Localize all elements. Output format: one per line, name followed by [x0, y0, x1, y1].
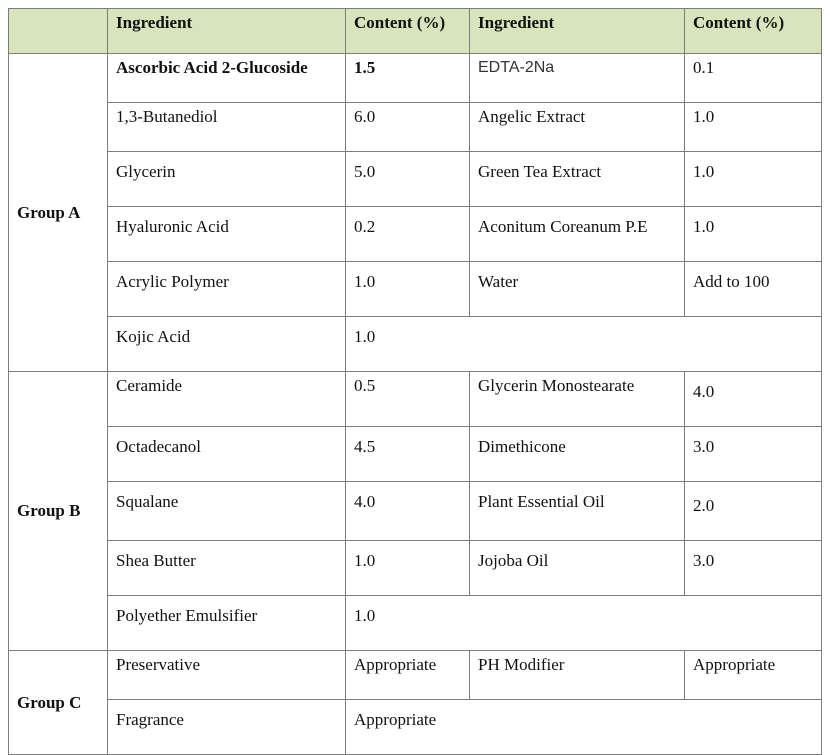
ingredient-cell: Acrylic Polymer [108, 262, 346, 317]
header-content-2: Content (%) [685, 9, 822, 54]
ingredient-cell: Jojoba Oil [470, 541, 685, 596]
ingredient-cell: Polyether Emulsifier [108, 596, 346, 651]
content-cell: 1.0 [346, 541, 470, 596]
ingredient-cell: Angelic Extract [470, 103, 685, 152]
content-cell: Appropriate [685, 651, 822, 700]
ingredient-cell: Dimethicone [470, 427, 685, 482]
ingredient-cell: Water [470, 262, 685, 317]
content-cell: 1.0 [685, 207, 822, 262]
table-row [9, 152, 822, 207]
ingredient-cell: Plant Essential Oil [470, 482, 685, 541]
table-row [9, 262, 822, 317]
table-row [9, 103, 822, 152]
ingredient-cell: PH Modifier [470, 651, 685, 700]
content-cell: 3.0 [685, 427, 822, 482]
table-row [9, 700, 822, 755]
table-row [9, 54, 822, 103]
formulation-table [8, 8, 822, 755]
content-cell: 3.0 [685, 541, 822, 596]
content-cell: Add to 100 [685, 262, 822, 317]
header-row [9, 9, 822, 54]
ingredient-cell: Green Tea Extract [470, 152, 685, 207]
table-row [9, 482, 822, 541]
ingredient-cell: Shea Butter [108, 541, 346, 596]
content-cell: 0.2 [346, 207, 470, 262]
content-cell: Appropriate [346, 700, 822, 755]
content-cell: 4.5 [346, 427, 470, 482]
ingredient-cell: Ascorbic Acid 2-Glucoside [108, 54, 346, 103]
content-cell: 1.0 [346, 317, 822, 372]
table-row [9, 372, 822, 427]
content-cell: 0.1 [685, 54, 822, 103]
content-cell: 5.0 [346, 152, 470, 207]
content-cell: 2.0 [685, 482, 822, 541]
table-row [9, 651, 822, 700]
ingredient-cell: Octadecanol [108, 427, 346, 482]
content-cell: 1.0 [346, 596, 822, 651]
content-cell: 1.0 [346, 262, 470, 317]
ingredient-cell: Preservative [108, 651, 346, 700]
content-cell: 4.0 [346, 482, 470, 541]
ingredient-cell: Kojic Acid [108, 317, 346, 372]
ingredient-cell: Glycerin [108, 152, 346, 207]
table-row [9, 427, 822, 482]
header-content-1: Content (%) [346, 9, 470, 54]
header-ingredient-1: Ingredient [108, 9, 346, 54]
content-cell: 1.0 [685, 103, 822, 152]
ingredient-cell: Ceramide [108, 372, 346, 427]
ingredient-cell: 1,3-Butanediol [108, 103, 346, 152]
content-cell: 0.5 [346, 372, 470, 427]
table-row [9, 207, 822, 262]
content-cell: Appropriate [346, 651, 470, 700]
ingredient-cell: Aconitum Coreanum P.E [470, 207, 685, 262]
group-label: Group C [9, 651, 108, 755]
table-row [9, 317, 822, 372]
group-label: Group B [9, 372, 108, 651]
group-label: Group A [9, 54, 108, 372]
ingredient-cell: EDTA-2Na [470, 54, 685, 103]
content-cell: 4.0 [685, 372, 822, 427]
ingredient-cell: Squalane [108, 482, 346, 541]
content-cell: 6.0 [346, 103, 470, 152]
ingredient-cell: Glycerin Monostearate [470, 372, 685, 427]
header-ingredient-2: Ingredient [470, 9, 685, 54]
table-row [9, 596, 822, 651]
header-blank [9, 9, 108, 54]
table-row [9, 541, 822, 596]
ingredient-cell: Hyaluronic Acid [108, 207, 346, 262]
ingredient-cell: Fragrance [108, 700, 346, 755]
content-cell: 1.0 [685, 152, 822, 207]
content-cell: 1.5 [346, 54, 470, 103]
